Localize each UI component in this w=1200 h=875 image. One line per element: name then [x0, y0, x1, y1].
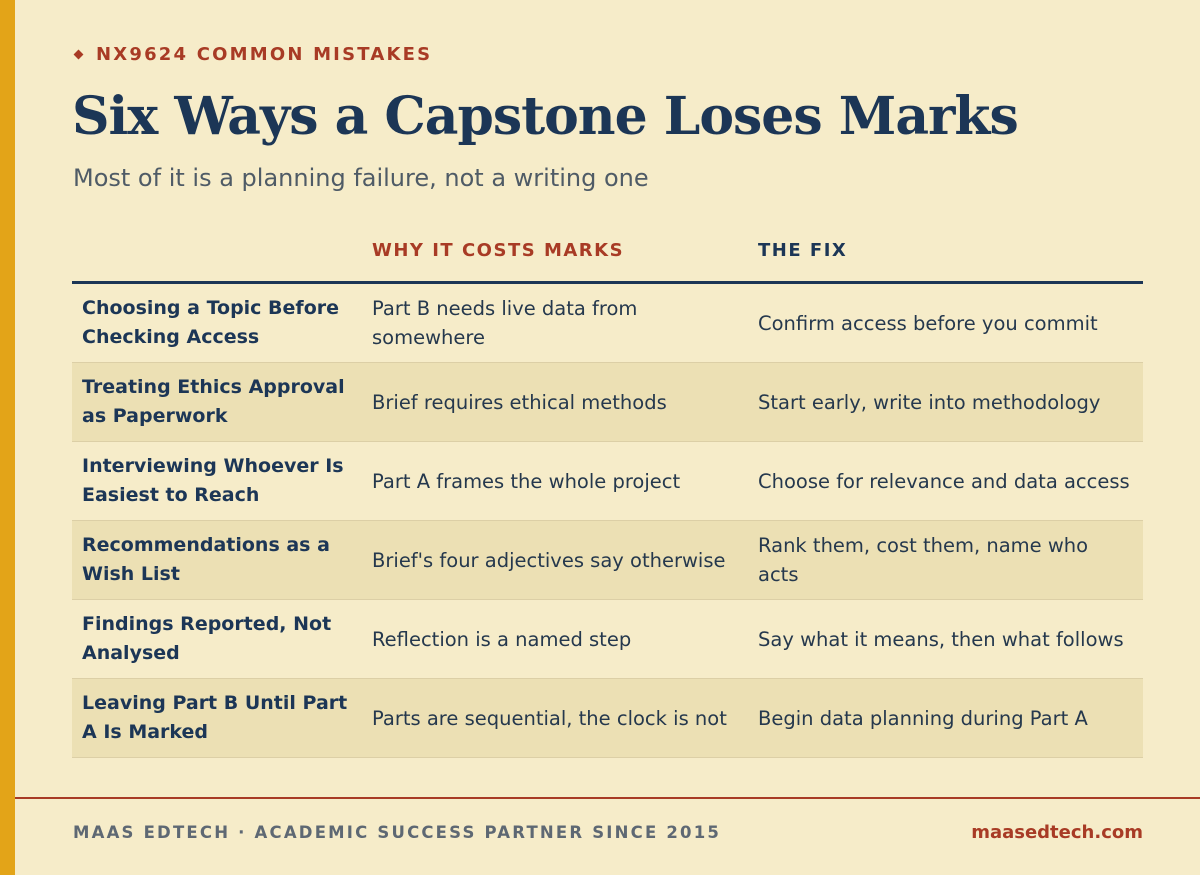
- footer-divider: [15, 797, 1200, 799]
- footer-tagline: MAAS EDTECH · ACADEMIC SUCCESS PARTNER SINCE 2015: [73, 823, 722, 842]
- header-mistake: [72, 230, 362, 281]
- page-subtitle: Most of it is a planning failure, not a writing one: [73, 164, 649, 192]
- why-cell: Reflection is a named step: [372, 627, 632, 651]
- why-cell: Part A frames the whole project: [372, 469, 681, 493]
- mistake-cell: Findings Reported, Not Analysed: [82, 613, 332, 664]
- why-cell: Brief requires ethical methods: [372, 390, 667, 414]
- table-row: [72, 442, 1143, 521]
- header-why-it-costs-marks: WHY IT COSTS MARKS: [372, 240, 625, 261]
- mistake-cell: Choosing a Topic Before Checking Access: [82, 297, 340, 348]
- why-cell: Parts are sequential, the clock is not: [372, 706, 727, 730]
- diamond-bullet-icon: [74, 50, 84, 60]
- fix-cell: Begin data planning during Part A: [758, 706, 1088, 730]
- fix-cell: Rank them, cost them, name who acts: [758, 534, 1089, 586]
- table-row: [72, 521, 1143, 600]
- fix-cell: Start early, write into methodology: [758, 390, 1101, 414]
- table-row: [72, 284, 1143, 363]
- page-title: Six Ways a Capstone Loses Marks: [72, 86, 1018, 147]
- table-header: [72, 230, 1143, 284]
- mistake-cell: Treating Ethics Approval as Paperwork: [82, 376, 345, 427]
- table-row: [72, 600, 1143, 679]
- header-the-fix: THE FIX: [758, 240, 848, 261]
- footer-website-link[interactable]: maasedtech.com: [971, 822, 1143, 843]
- fix-cell: Choose for relevance and data access: [758, 469, 1130, 493]
- fix-cell: Confirm access before you commit: [758, 311, 1098, 335]
- mistake-cell: Leaving Part B Until Part A Is Marked: [82, 692, 348, 743]
- why-cell: Part B needs live data from somewhere: [372, 297, 638, 349]
- mistake-cell: Recommendations as a Wish List: [82, 534, 330, 585]
- fix-cell: Say what it means, then what follows: [758, 627, 1124, 651]
- mistakes-table: [72, 230, 1143, 758]
- left-accent-bar: [0, 0, 15, 875]
- why-cell: Brief's four adjectives say otherwise: [372, 548, 726, 572]
- eyebrow-text: NX9624 COMMON MISTAKES: [96, 44, 433, 65]
- mistake-cell: Interviewing Whoever Is Easiest to Reach: [82, 455, 344, 506]
- eyebrow-label: [73, 44, 432, 65]
- table-row: [72, 679, 1143, 758]
- table-row: [72, 363, 1143, 442]
